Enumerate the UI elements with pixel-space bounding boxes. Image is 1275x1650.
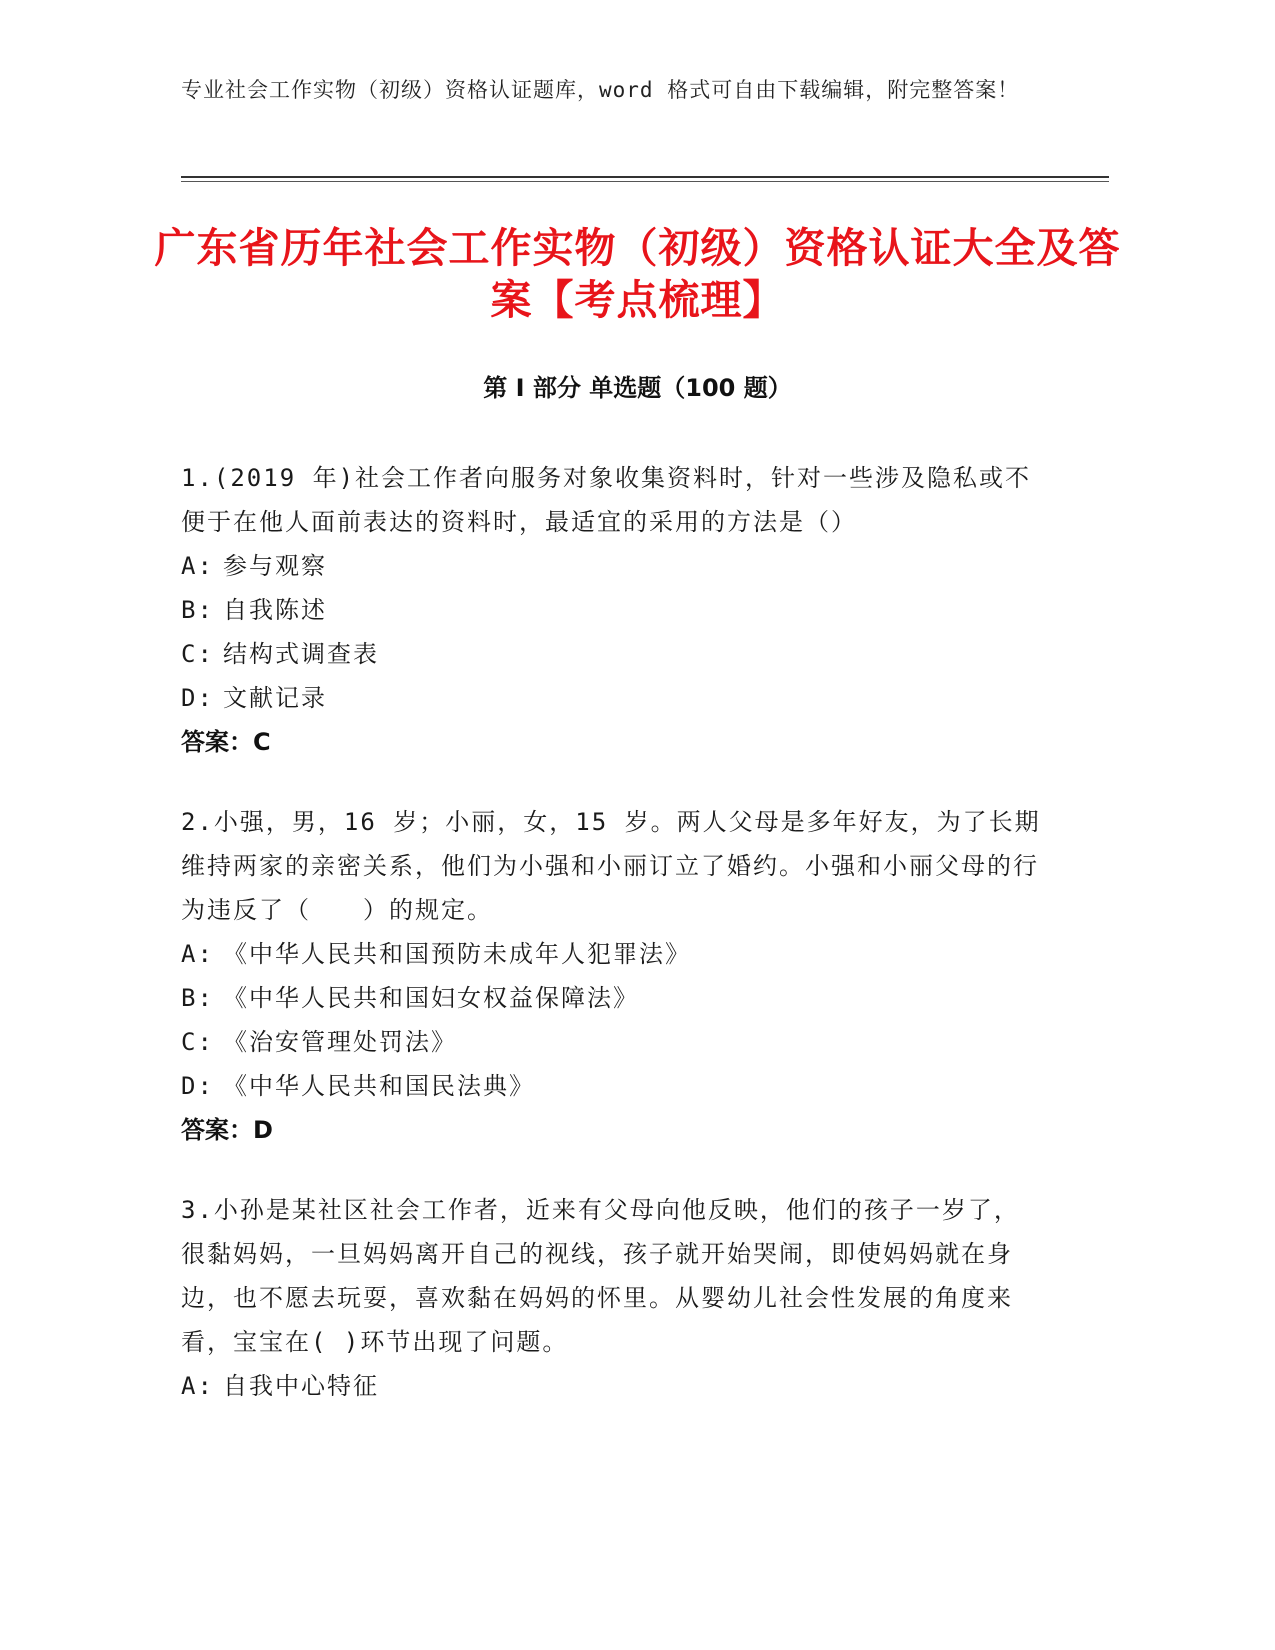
option-text: 结构式调查表 (223, 640, 379, 668)
option-key: D: (181, 684, 214, 712)
header-note: 专业社会工作实物（初级）资格认证题库，word 格式可自由下载编辑，附完整答案！ (181, 78, 1020, 102)
option-key: A: (181, 552, 214, 580)
option-b (181, 588, 1041, 632)
option-text: 《中华人民共和国民法典》 (223, 1072, 535, 1100)
question-1 (181, 456, 1041, 764)
option-key: B: (181, 596, 214, 624)
option-text: 《中华人民共和国预防未成年人犯罪法》 (223, 940, 691, 968)
option-text: 自我中心特征 (223, 1372, 379, 1400)
option-a (181, 1364, 1041, 1408)
option-key: D: (181, 1072, 214, 1100)
answer-line: 答案：C (181, 728, 271, 756)
option-a (181, 544, 1041, 588)
option-text: 《中华人民共和国妇女权益保障法》 (223, 984, 639, 1012)
option-key: C: (181, 1028, 214, 1056)
question-3 (181, 1188, 1041, 1408)
option-key: A: (181, 1372, 214, 1400)
question-2 (181, 800, 1041, 1152)
question-stem: 2.小强，男，16 岁；小丽，女，15 岁。两人父母是多年好友，为了长期维持两家的亲密关系，他们为小强和小丽订立了婚约。小强和小丽父母的行为违反了（ ）的规定。 (181, 808, 1041, 924)
option-text: 《治安管理处罚法》 (223, 1028, 457, 1056)
option-c (181, 1020, 1041, 1064)
option-d (181, 1064, 1041, 1108)
option-text: 自我陈述 (223, 596, 327, 624)
option-key: C: (181, 640, 214, 668)
option-d (181, 676, 1041, 720)
header-divider-thin (181, 181, 1109, 182)
header-divider-thick (181, 176, 1109, 178)
document-title: 广东省历年社会工作实物（初级）资格认证大全及答案【考点梳理】 (154, 224, 1121, 324)
question-stem: 1.(2019 年)社会工作者向服务对象收集资料时，针对一些涉及隐私或不便于在他人面前表达的资料时，最适宜的采用的方法是（） (181, 464, 1032, 536)
question-stem: 3.小孙是某社区社会工作者，近来有父母向他反映，他们的孩子一岁了，很黏妈妈，一旦妈妈离开自己的视线，孩子就开始哭闹，即使妈妈就在身边，也不愿去玩耍，喜欢黏在妈妈的怀里。从婴幼儿社会性发展的角度来看，宝宝在( )环节出现了问题。 (181, 1196, 1020, 1356)
option-key: A: (181, 940, 214, 968)
section-title: 第 I 部分 单选题（100 题） (483, 374, 792, 402)
option-b (181, 976, 1041, 1020)
option-a (181, 932, 1041, 976)
option-key: B: (181, 984, 214, 1012)
option-c (181, 632, 1041, 676)
option-text: 文献记录 (223, 684, 327, 712)
answer-line: 答案：D (181, 1116, 273, 1144)
question-list (181, 456, 1041, 1444)
option-text: 参与观察 (223, 552, 327, 580)
